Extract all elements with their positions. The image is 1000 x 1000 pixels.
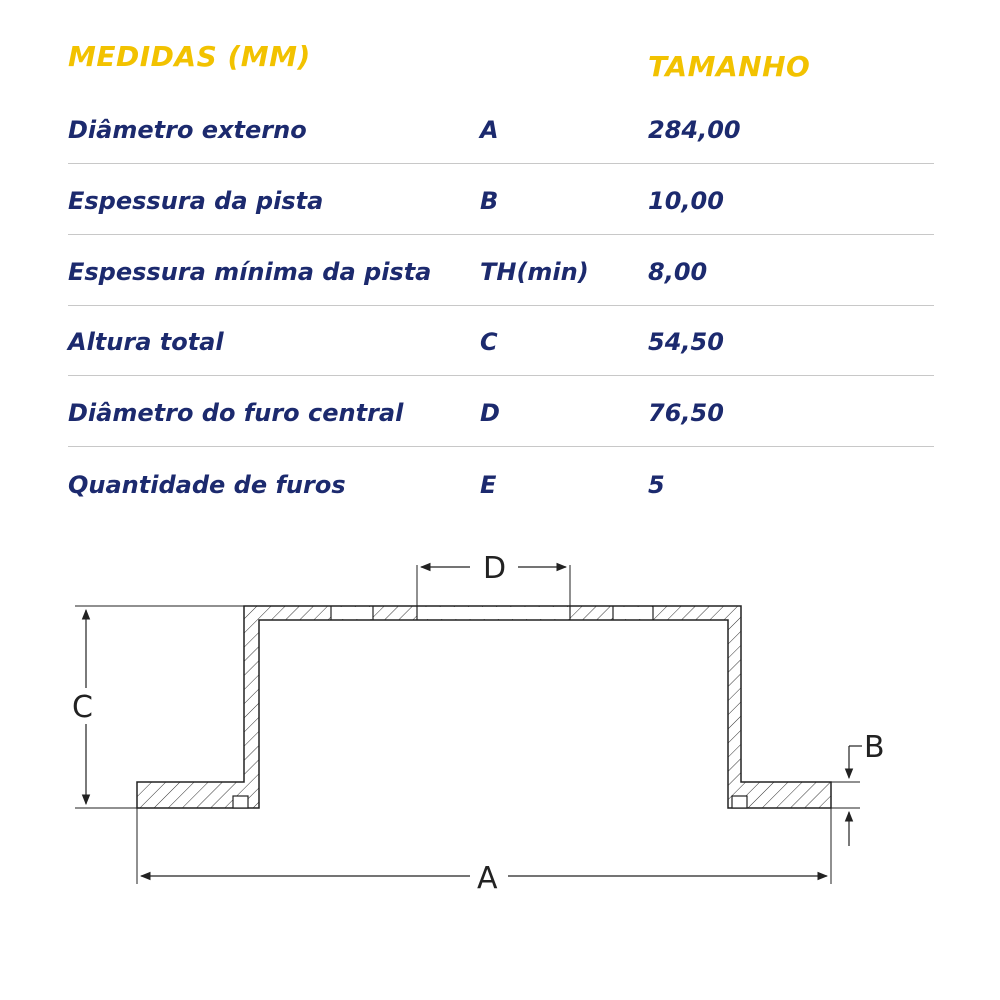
size-header: TAMANHO <box>648 50 811 83</box>
flange-hole-left <box>233 796 248 808</box>
label-b: B <box>864 730 885 765</box>
top-gap-left <box>331 607 373 619</box>
row-label: Altura total <box>68 328 224 356</box>
table-row-min-track-thickness <box>68 258 934 328</box>
row-divider <box>68 234 934 235</box>
disc-section <box>137 606 831 808</box>
dimension-c <box>66 606 244 808</box>
row-code: TH(min) <box>480 258 589 286</box>
row-divider <box>68 163 934 164</box>
flange-hole-right <box>732 796 747 808</box>
row-divider <box>68 446 934 447</box>
dimension-d <box>417 551 570 606</box>
top-gap-right <box>613 607 653 619</box>
row-label: Diâmetro externo <box>68 116 307 144</box>
row-divider <box>68 375 934 376</box>
label-d: D <box>483 551 507 586</box>
row-code: B <box>480 187 499 215</box>
row-code: E <box>480 471 497 499</box>
row-label: Espessura da pista <box>68 187 324 215</box>
row-label: Diâmetro do furo central <box>68 399 404 427</box>
table-row-outer-diameter <box>68 116 934 186</box>
label-c: C <box>72 690 93 725</box>
row-divider <box>68 305 934 306</box>
row-value: 8,00 <box>648 258 708 286</box>
brake-disc-cross-section-diagram <box>0 530 1000 930</box>
top-gap-center <box>417 607 570 619</box>
row-value: 10,00 <box>648 187 724 215</box>
row-code: D <box>480 399 500 427</box>
row-label: Espessura mínima da pista <box>68 258 432 286</box>
table-row-center-hole-diameter <box>68 399 934 469</box>
dimension-b <box>831 730 885 846</box>
row-code: C <box>480 328 498 356</box>
dimension-a <box>137 808 831 896</box>
table-row-track-thickness <box>68 187 934 257</box>
row-value: 54,50 <box>648 328 724 356</box>
row-value: 5 <box>648 471 665 499</box>
measurements-header: MEDIDAS (MM) <box>68 40 311 73</box>
row-value: 284,00 <box>648 116 741 144</box>
label-a: A <box>477 861 498 896</box>
table-row-total-height <box>68 328 934 398</box>
row-code: A <box>480 116 499 144</box>
row-label: Quantidade de furos <box>68 471 346 499</box>
row-value: 76,50 <box>648 399 724 427</box>
